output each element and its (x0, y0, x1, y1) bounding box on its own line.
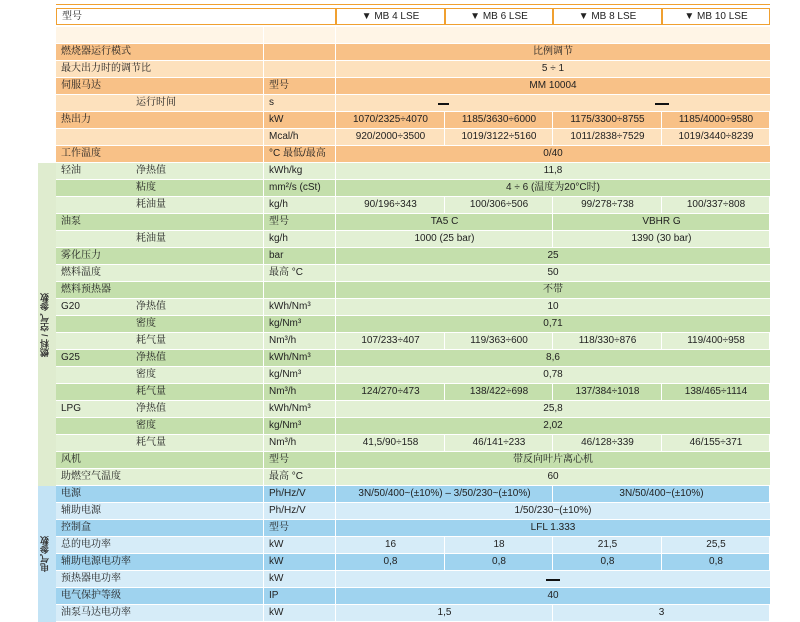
row-sublabel-oil-cons: 耗油量 (136, 199, 166, 210)
row-unit-lpg-dens: kg/Nm³ (269, 420, 302, 431)
value-divider (335, 384, 336, 401)
unit-divider (263, 248, 264, 265)
unit-divider (263, 333, 264, 350)
model-header-3[interactable]: ▼ MB 8 LSE (553, 8, 662, 25)
row-unit-aux-el-power: kW (269, 556, 284, 567)
row-value-lpg-ncv-1: 25,8 (543, 403, 563, 414)
row-unit-g25-cons: Nm³/h (269, 386, 297, 397)
value-divider (335, 197, 336, 214)
row-unit-g25-ncv: kWh/Nm³ (269, 352, 311, 363)
row-unit-pump-model: 型号 (269, 216, 289, 227)
row-unit-ip: IP (269, 590, 279, 601)
unit-divider (263, 78, 264, 95)
row-unit-g20-cons: Nm³/h (269, 335, 297, 346)
row-unit-fuel-temp: 最高 °C (269, 267, 303, 278)
row-label-pump-model: 油泵 (61, 216, 81, 227)
row-unit-oil-ncv: kWh/kg (269, 165, 303, 176)
value-divider (335, 350, 336, 367)
row-value-pump-motor-2: 3 (658, 607, 665, 618)
side-label-fuel: 燃料 / 空气 参数 (40, 292, 50, 357)
model-header-4[interactable]: ▼ MB 10 LSE (662, 8, 770, 25)
row-value-total-power-3: 21,5 (597, 539, 618, 550)
row-unit-pump-cons: kg/h (269, 233, 288, 244)
row-sublabel-lpg-ncv: 净热值 (136, 403, 166, 414)
value-divider (335, 452, 336, 469)
row-label-preheat-power: 预热器电功率 (61, 573, 121, 584)
row-value-total-power-1: 16 (384, 539, 397, 550)
row-value-burner-mode-1: 比例调节 (533, 46, 573, 57)
row-unit-preheat-power: kW (269, 573, 284, 584)
unit-divider (263, 316, 264, 333)
row-sublabel-oil-ncv: 净热值 (136, 165, 166, 176)
col-divider (769, 554, 770, 571)
row-label-g20-ncv: G20 (61, 301, 80, 312)
row-value-heat-mcal-4: 1019/3440÷8239 (678, 131, 754, 142)
value-divider (335, 265, 336, 282)
value-divider (335, 231, 336, 248)
row-value-aux-el-power-3: 0,8 (600, 556, 615, 567)
row-value-fuel-temp-1: 50 (547, 267, 559, 278)
unit-divider (263, 435, 264, 452)
row-value-g25-dens-1: 0,78 (543, 369, 563, 380)
row-sublabel-lpg-cons: 耗气量 (136, 437, 166, 448)
unit-divider (263, 163, 264, 180)
row-label-fuel-temp: 燃料温度 (61, 267, 101, 278)
row-value-g25-cons-2: 138/422÷698 (469, 386, 529, 397)
col-divider (769, 214, 770, 231)
row-value-lpg-cons-3: 46/128÷339 (581, 437, 634, 448)
unit-divider (263, 486, 264, 503)
row-unit-g20-ncv: kWh/Nm³ (269, 301, 311, 312)
row-value-g20-cons-3: 118/330÷876 (578, 335, 637, 346)
value-divider (335, 469, 336, 486)
row-unit-heat-mcal: Mcal/h (269, 131, 299, 142)
row-label-heat-kw: 热出力 (61, 114, 91, 125)
unit-divider (263, 418, 264, 435)
unit-divider (263, 554, 264, 571)
value-divider (335, 486, 336, 503)
unit-divider (263, 61, 264, 78)
value-divider (335, 588, 336, 605)
row-sublabel-g25-ncv: 净热值 (136, 352, 166, 363)
dash-preheat (546, 579, 560, 581)
row-value-oil-cons-3: 99/278÷738 (581, 199, 634, 210)
row-value-heat-mcal-1: 920/2000÷3500 (355, 131, 426, 142)
row-value-oil-cons-4: 100/337÷808 (686, 199, 746, 210)
model-header-1[interactable]: ▼ MB 4 LSE (336, 8, 445, 25)
row-value-ctrl-box-1: LFL 1.333 (530, 522, 576, 533)
row-unit-aux-power: Ph/Hz/V (269, 505, 306, 516)
row-label-work-temp: 工作温度 (61, 148, 101, 159)
value-divider (335, 333, 336, 350)
value-divider (335, 163, 336, 180)
row-unit-servo-model: 型号 (269, 80, 289, 91)
row-value-pump-cons-1: 1000 (25 bar) (414, 233, 475, 244)
unit-divider (263, 265, 264, 282)
side-label-electric: 电气参数 (40, 536, 50, 572)
row-value-g25-cons-4: 138/465÷1114 (684, 386, 748, 397)
unit-divider (263, 452, 264, 469)
value-divider (335, 418, 336, 435)
unit-divider (263, 146, 264, 163)
unit-divider (263, 350, 264, 367)
row-label-burner-mode: 燃烧器运行模式 (61, 46, 131, 57)
row-value-oil-ncv-1: 11,8 (543, 165, 563, 176)
unit-divider (263, 401, 264, 418)
row-value-aux-el-power-1: 0,8 (383, 556, 398, 567)
row-unit-g25-dens: kg/Nm³ (269, 369, 302, 380)
unit-divider (263, 197, 264, 214)
row-value-power-2: 3N/50/400~(±10%) (619, 488, 704, 499)
row-label-fuel-preheat: 燃料预热器 (61, 284, 111, 295)
row-value-lpg-dens-1: 2,02 (543, 420, 563, 431)
row-sublabel-g20-ncv: 净热值 (136, 301, 166, 312)
row-value-aux-el-power-2: 0,8 (492, 556, 506, 567)
row-label-power: 电源 (61, 488, 81, 499)
row-value-atom-press-1: 25 (547, 250, 559, 261)
row-sublabel-oil-visc: 粘度 (136, 182, 156, 193)
model-header-2[interactable]: ▼ MB 6 LSE (445, 8, 553, 25)
row-unit-lpg-cons: Nm³/h (269, 437, 297, 448)
row-value-pump-motor-1: 1,5 (437, 607, 452, 618)
row-value-work-temp-1: 0/40 (543, 148, 563, 159)
row-sublabel-g25-dens: 密度 (136, 369, 156, 380)
value-divider (335, 129, 336, 146)
row-value-aux-power-1: 1/50/230~(±10%) (514, 505, 592, 516)
row-unit-fuel-preheat (264, 282, 336, 299)
unit-divider (263, 520, 264, 537)
unit-divider (263, 27, 264, 44)
row-bg-r0 (56, 27, 770, 44)
row-value-g25-cons-1: 124/270÷473 (361, 386, 420, 397)
unit-divider (263, 129, 264, 146)
row-value-lpg-cons-4: 46/155÷371 (689, 437, 743, 448)
col-divider (769, 129, 770, 146)
row-unit-oil-visc: mm²/s (cSt) (269, 182, 321, 193)
row-value-aux-el-power-4: 0,8 (709, 556, 723, 567)
value-divider (335, 61, 336, 78)
row-value-g20-dens-1: 0,71 (543, 318, 563, 329)
col-divider (769, 435, 770, 452)
row-unit-servo-time: s (269, 97, 274, 108)
row-value-lpg-cons-2: 46/141÷233 (472, 437, 526, 448)
row-value-heat-kw-4: 1185/4000÷9580 (678, 114, 754, 125)
row-value-servo-model-1: MM 10004 (529, 80, 577, 91)
row-unit-lpg-ncv: kWh/Nm³ (269, 403, 311, 414)
row-value-oil-cons-2: 100/306÷506 (469, 199, 529, 210)
row-label-total-power: 总的电功率 (61, 539, 111, 550)
row-label-g25-ncv: G25 (61, 352, 80, 363)
row-value-power-1: 3N/50/400~(±10%) – 3/50/230~(±10%) (358, 488, 531, 499)
row-label-air-temp: 助燃空气温度 (61, 471, 121, 482)
unit-divider (263, 180, 264, 197)
row-value-g20-cons-4: 119/400÷958 (687, 335, 745, 346)
row-value-total-power-2: 18 (493, 539, 505, 550)
unit-divider (263, 537, 264, 554)
row-sublabel-g25-cons: 耗气量 (136, 386, 166, 397)
unit-divider (263, 282, 264, 299)
row-unit-power: Ph/Hz/V (269, 488, 306, 499)
col-divider (769, 231, 770, 248)
row-label-aux-power: 辅助电源 (61, 505, 101, 516)
value-divider (335, 44, 336, 61)
row-value-total-power-4: 25,5 (706, 539, 726, 550)
unit-divider (263, 231, 264, 248)
unit-divider (263, 384, 264, 401)
row-value-g25-ncv-1: 8,6 (546, 352, 560, 363)
row-unit-fan: 型号 (269, 454, 289, 465)
row-value-heat-kw-3: 1175/3300÷8755 (570, 114, 645, 125)
col-divider (769, 197, 770, 214)
row-value-g20-ncv-1: 10 (547, 301, 559, 312)
row-value-servo-time-1 (336, 95, 770, 112)
unit-divider (263, 588, 264, 605)
row-sublabel-servo-time: 运行时间 (136, 97, 176, 108)
row-value-pump-model-2: VBHR G (642, 216, 681, 227)
row-label-servo-model: 伺服马达 (61, 80, 101, 91)
row-value-oil-cons-1: 90/196÷343 (364, 199, 417, 210)
value-divider (335, 248, 336, 265)
row-label-pump-motor: 油泵马达电功率 (61, 607, 131, 618)
row-value-g25-cons-3: 137/384÷1018 (575, 386, 640, 397)
value-divider (335, 299, 336, 316)
value-divider (335, 214, 336, 231)
col-divider (769, 112, 770, 129)
value-divider (335, 112, 336, 129)
row-value-turndown-1: 5 ÷ 1 (541, 63, 565, 74)
value-divider (335, 537, 336, 554)
col-divider (769, 486, 770, 503)
row-value-pump-model-1: TA5 C (430, 216, 459, 227)
top-rule (56, 4, 770, 5)
row-sublabel-lpg-dens: 密度 (136, 420, 156, 431)
row-label-fan: 风机 (61, 454, 81, 465)
row-sublabel-g20-dens: 密度 (136, 318, 156, 329)
row-value-heat-kw-1: 1070/2325÷4070 (352, 114, 428, 125)
row-unit-work-temp: °C 最低/最高 (269, 148, 326, 159)
value-divider (335, 95, 336, 112)
unit-divider (263, 112, 264, 129)
row-value-fan-1: 带反向叶片离心机 (513, 454, 593, 465)
value-divider (335, 554, 336, 571)
value-divider (335, 180, 336, 197)
row-sublabel-pump-cons: 耗油量 (136, 233, 166, 244)
row-unit-pump-motor: kW (269, 607, 284, 618)
unit-divider (263, 214, 264, 231)
row-label-aux-el-power: 辅助电源电功率 (61, 556, 131, 567)
value-divider (335, 367, 336, 384)
row-value-lpg-cons-1: 41,5/90÷158 (362, 437, 419, 448)
row-sublabel-g20-cons: 耗气量 (136, 335, 166, 346)
value-divider (335, 571, 336, 588)
row-unit-g20-dens: kg/Nm³ (269, 318, 302, 329)
row-value-oil-visc-1: 4 ÷ 6 (温度为20°C时) (506, 182, 600, 193)
value-divider (335, 146, 336, 163)
row-unit-oil-cons: kg/h (269, 199, 288, 210)
row-label-ctrl-box: 控制盒 (61, 522, 91, 533)
value-divider (335, 503, 336, 520)
value-divider (335, 435, 336, 452)
value-divider (335, 282, 336, 299)
value-divider (335, 520, 336, 537)
row-value-ip-1: 40 (547, 590, 559, 601)
unit-divider (263, 469, 264, 486)
row-unit-ctrl-box: 型号 (269, 522, 289, 533)
row-unit-heat-kw: kW (269, 114, 284, 125)
row-value-air-temp-1: 60 (547, 471, 559, 482)
row-label-oil-ncv: 轻油 (61, 165, 81, 176)
row-value-g20-cons-1: 107/233÷407 (361, 335, 420, 346)
value-divider (335, 27, 336, 44)
row-label-atom-press: 雾化压力 (61, 250, 101, 261)
row-label-ip: 电气保护等级 (61, 590, 121, 601)
row-value-fuel-preheat-1: 不带 (543, 284, 563, 295)
value-divider (335, 316, 336, 333)
value-divider (335, 401, 336, 418)
row-value-pump-cons-2: 1390 (30 bar) (631, 233, 692, 244)
row-label-lpg-ncv: LPG (61, 403, 82, 414)
unit-divider (263, 571, 264, 588)
row-value-heat-mcal-2: 1019/3122÷5160 (461, 131, 537, 142)
unit-divider (263, 503, 264, 520)
header-label: 型号 (56, 8, 336, 25)
unit-divider (263, 367, 264, 384)
unit-divider (263, 95, 264, 112)
unit-divider (263, 299, 264, 316)
col-divider (769, 537, 770, 554)
row-value-heat-mcal-3: 1011/2838÷7529 (570, 131, 645, 142)
row-label-turndown: 最大出力时的调节比 (61, 63, 151, 74)
row-value-heat-kw-2: 1185/3630÷6000 (461, 114, 537, 125)
col-divider (769, 333, 770, 350)
row-unit-air-temp: 最高 °C (269, 471, 303, 482)
col-divider (769, 384, 770, 401)
unit-divider (263, 44, 264, 61)
value-divider (335, 78, 336, 95)
row-value-g20-cons-2: 119/363÷600 (470, 335, 528, 346)
dash-servo-1 (438, 103, 449, 105)
row-unit-atom-press: bar (269, 250, 284, 261)
dash-servo-2 (655, 103, 669, 105)
row-unit-total-power: kW (269, 539, 284, 550)
